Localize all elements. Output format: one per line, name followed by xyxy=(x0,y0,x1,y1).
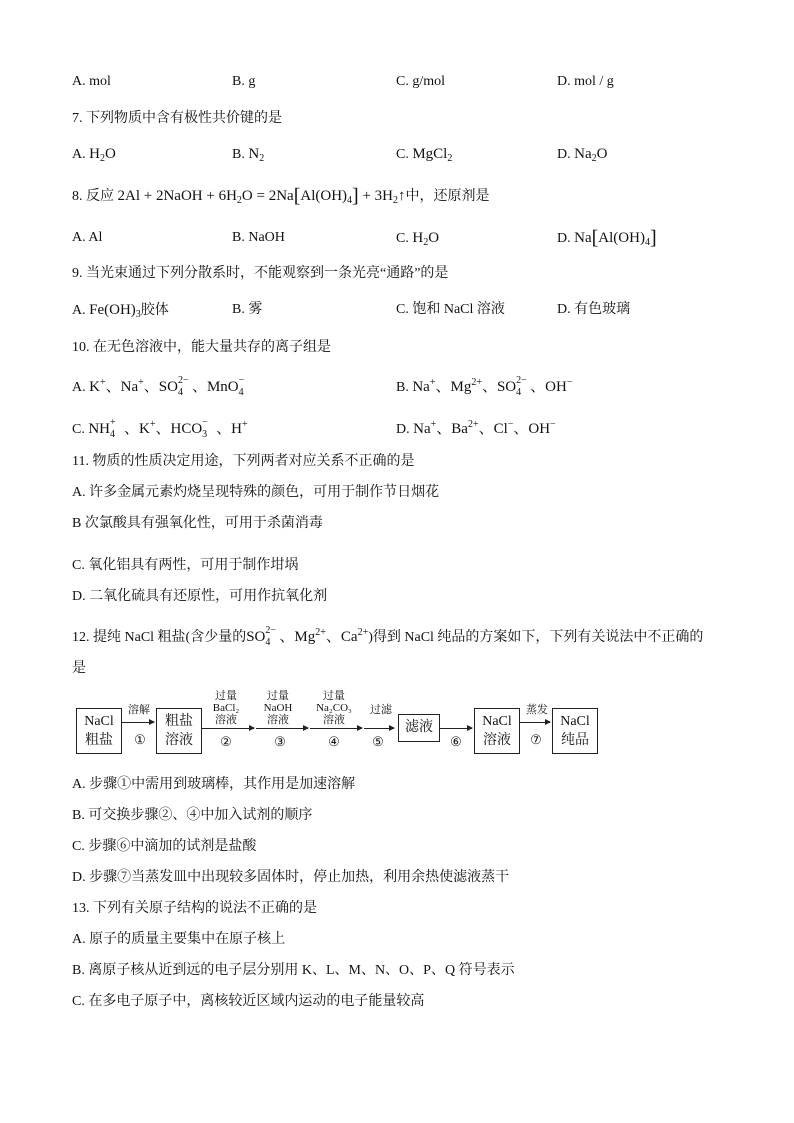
flow-step7-num: ⑦ xyxy=(530,732,542,747)
q12-stem: 12. 提纯 NaCl 粗盐(含少量的SO 2− 4 、$Mg^{2+}$、$Ca^{2+}$)得到 NaCl 纯品的方案如下，下列有关说法中不正确的 xyxy=(72,625,704,648)
flow-box-nacl-pure: NaCl 纯品 xyxy=(552,708,598,754)
q13-option-b: B. 离原子核从近到远的电子层分别用 K、L、M、N、O、P、Q 符号表示 xyxy=(72,963,515,978)
q7-option-b: B. $N_2$ xyxy=(232,146,265,164)
q11-option-d: D. 二氧化硫具有还原性，可用作抗氧化剂 xyxy=(72,589,328,604)
flow-arrow-3 xyxy=(256,728,308,729)
flow-step4-label: 过量 Na₂CO₃ 溶液 xyxy=(316,690,352,726)
q11-option-a: A. 许多金属元素灼烧呈现特殊的颜色，可用于制作节日烟花 xyxy=(72,485,440,500)
flow-step2-num: ② xyxy=(220,734,232,749)
q7-stem: 7. 下列物质中含有极性共价键的是 xyxy=(72,111,282,126)
q10-option-d: D. Na+、$Ba^{2+}$、Cl−、OH− xyxy=(396,419,556,437)
flow-step7-label: 蒸发 xyxy=(526,704,548,716)
flow-arrow-6 xyxy=(440,728,472,729)
flow-step1-label: 溶解 xyxy=(128,704,150,716)
q9-option-a: A. $Fe(OH)_3$胶体 xyxy=(72,302,169,320)
q12-stem-line2: 是 xyxy=(72,661,86,676)
q13-option-c: C. 在多电子原子中，离核较近区域内运动的电子能量较高 xyxy=(72,994,425,1009)
flow-step3-label: 过量 NaOH 溶液 xyxy=(263,690,293,726)
q10-option-c: C. NH + 4 、K+、HCO − 3 、H+ xyxy=(72,417,248,440)
flow-box-nacl-solution: NaCl 溶液 xyxy=(474,708,520,754)
q10-option-b: B. Na+、$Mg^{2+}$、SO 2− 4 、OH− xyxy=(396,375,573,398)
flow-box-crude-salt: NaCl 粗盐 xyxy=(76,708,122,754)
q9-stem: 9. 当光束通过下列分散系时，不能观察到一条光亮“通路”的是 xyxy=(72,266,449,281)
q7-option-c: C. MgCl$_2$ xyxy=(396,146,453,164)
q6-option-a: A. mol xyxy=(72,74,111,89)
flow-step5-label: 过滤 xyxy=(370,704,392,716)
q8-option-a: A. Al xyxy=(72,230,103,245)
q9-option-c: C. 饱和 NaCl 溶液 xyxy=(396,302,505,317)
flow-step2-label: 过量 BaCl₂ 溶液 xyxy=(212,690,240,726)
purification-flowchart xyxy=(70,688,610,758)
flow-step3-num: ③ xyxy=(274,734,286,749)
q6-option-b: B. g xyxy=(232,74,256,89)
flow-arrow-2 xyxy=(202,728,254,729)
q8-option-b: B. NaOH xyxy=(232,230,285,245)
q10-option-a: A. K+、Na+、SO 2− 4 、MnO − 4 xyxy=(72,375,245,398)
q6-option-d: D. mol / g xyxy=(557,74,614,89)
q11-option-c: C. 氧化铝具有两性，可用于制作坩埚 xyxy=(72,558,299,573)
q8-option-c: C. $H_2O$ xyxy=(396,230,440,248)
q10-stem: 10. 在无色溶液中，能大量共存的离子组是 xyxy=(72,340,331,355)
flow-step5-num: ⑤ xyxy=(372,734,384,749)
q12-option-b: B. 可交换步骤②、④中加入试剂的顺序 xyxy=(72,808,313,823)
q9-option-d: D. 有色玻璃 xyxy=(557,302,631,317)
q9-option-b: B. 雾 xyxy=(232,302,263,317)
flow-step6-num: ⑥ xyxy=(450,734,462,749)
q13-option-a: A. 原子的质量主要集中在原子核上 xyxy=(72,932,286,947)
q8-stem: 8. 反应 2Al + 2NaOH + $6H_2O = 2Na[Al(OH)_4]$ + $3H_2↑$中，还原剂是 xyxy=(72,185,490,207)
q12-option-d: D. 步骤⑦当蒸发皿中出现较多固体时，停止加热，利用余热使滤液蒸干 xyxy=(72,870,510,885)
flow-step1-num: ① xyxy=(134,732,146,747)
flow-box-filtrate: 滤液 xyxy=(398,714,440,742)
flow-arrow-4 xyxy=(310,728,362,729)
flow-box-salt-solution: 粗盐 溶液 xyxy=(156,708,202,754)
q13-stem: 13. 下列有关原子结构的说法不正确的是 xyxy=(72,901,317,916)
flow-arrow-5 xyxy=(364,728,394,729)
q11-option-b: B 次氯酸具有强氧化性，可用于杀菌消毒 xyxy=(72,516,323,531)
q8-option-d: D. $Na[Al(OH)_4]$ xyxy=(557,227,657,249)
q12-option-a: A. 步骤①中需用到玻璃棒，其作用是加速溶解 xyxy=(72,777,356,792)
q7-option-d: D. $Na_2O$ xyxy=(557,146,608,164)
flow-step4-num: ④ xyxy=(328,734,340,749)
q6-option-c: C. g/mol xyxy=(396,74,446,89)
flow-arrow-1 xyxy=(122,722,154,723)
q11-stem: 11. 物质的性质决定用途，下列两者对应关系不正确的是 xyxy=(72,454,415,469)
q12-option-c: C. 步骤⑥中滴加的试剂是盐酸 xyxy=(72,839,257,854)
q7-option-a: A. $H_2O$ xyxy=(72,146,116,164)
flow-arrow-7 xyxy=(520,722,550,723)
